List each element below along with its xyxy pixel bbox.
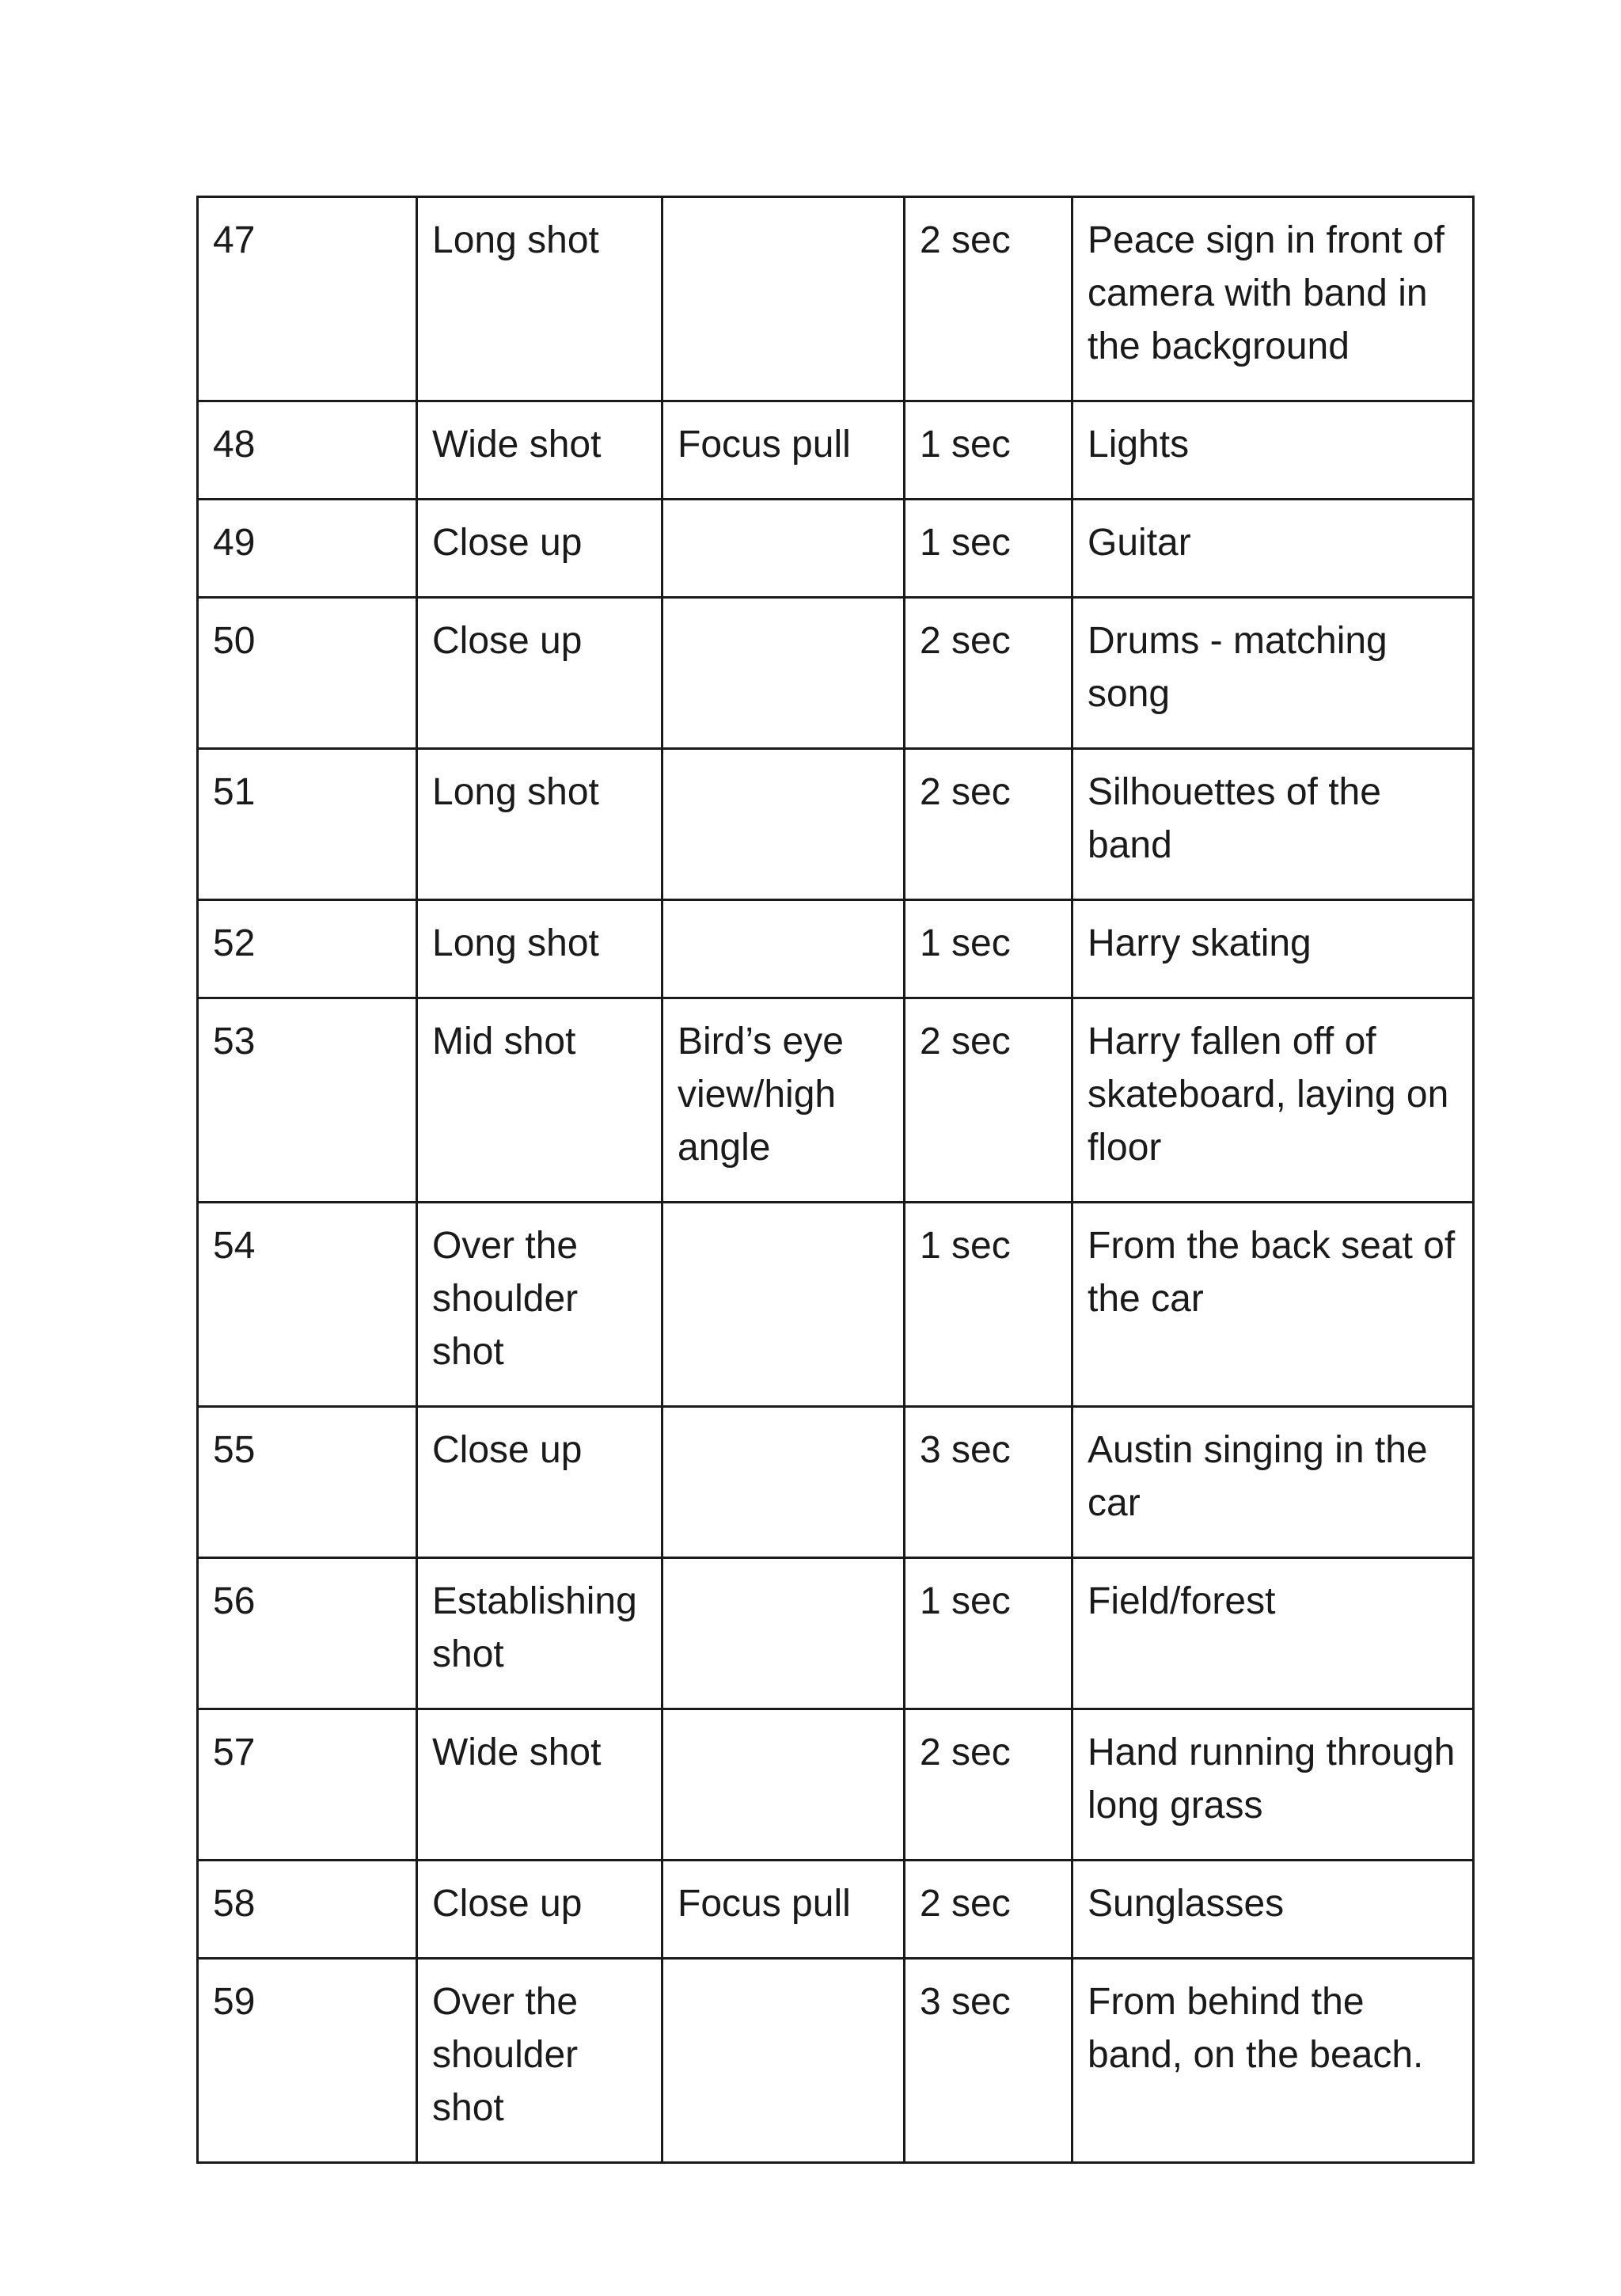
table-row [198,401,1474,500]
duration-cell: 1 sec [905,1558,1072,1709]
duration-cell: 2 sec [905,1861,1072,1959]
shot-number-cell: 50 [198,598,417,749]
shot-type-cell: Close up [417,598,662,749]
table-row [198,500,1474,598]
duration-cell: 2 sec [905,197,1072,401]
shot-type-cell: Close up [417,1407,662,1558]
description-cell: From behind the band, on the beach. [1072,1959,1474,2163]
shot-number-cell: 54 [198,1203,417,1407]
table-row [198,1203,1474,1407]
shot-type-cell: Over the shoulder shot [417,1959,662,2163]
shot-number-cell: 49 [198,500,417,598]
camera-technique-cell [662,1709,905,1861]
description-cell: Lights [1072,401,1474,500]
table-row [198,900,1474,998]
shot-type-cell: Close up [417,1861,662,1959]
camera-technique-cell [662,500,905,598]
table-row [198,1861,1474,1959]
table-row [198,598,1474,749]
table-row [198,1709,1474,1861]
shot-number-cell: 56 [198,1558,417,1709]
shot-number-cell: 58 [198,1861,417,1959]
camera-technique-cell [662,749,905,900]
shot-list-table [196,196,1475,2164]
description-cell: Harry fallen off of skateboard, laying on floor [1072,998,1474,1203]
shot-number-cell: 53 [198,998,417,1203]
shot-number-cell: 48 [198,401,417,500]
camera-technique-cell [662,598,905,749]
shot-type-cell: Long shot [417,749,662,900]
description-cell: Peace sign in front of camera with band in the background [1072,197,1474,401]
description-cell: Harry skating [1072,900,1474,998]
shot-type-cell: Wide shot [417,1709,662,1861]
camera-technique-cell: Bird’s eye view/high angle [662,998,905,1203]
description-cell: Austin singing in the car [1072,1407,1474,1558]
duration-cell: 1 sec [905,1203,1072,1407]
shot-type-cell: Mid shot [417,998,662,1203]
description-cell: Field/forest [1072,1558,1474,1709]
shot-type-cell: Over the shoulder shot [417,1203,662,1407]
shot-number-cell: 52 [198,900,417,998]
duration-cell: 2 sec [905,598,1072,749]
camera-technique-cell: Focus pull [662,401,905,500]
shot-type-cell: Long shot [417,900,662,998]
duration-cell: 3 sec [905,1959,1072,2163]
description-cell: Sunglasses [1072,1861,1474,1959]
duration-cell: 2 sec [905,749,1072,900]
description-cell: Hand running through long grass [1072,1709,1474,1861]
description-cell: Guitar [1072,500,1474,598]
duration-cell: 1 sec [905,500,1072,598]
table-row [198,1959,1474,2163]
duration-cell: 3 sec [905,1407,1072,1558]
shot-number-cell: 51 [198,749,417,900]
shot-number-cell: 55 [198,1407,417,1558]
table-row [198,998,1474,1203]
duration-cell: 2 sec [905,998,1072,1203]
camera-technique-cell [662,1407,905,1558]
table-row [198,1558,1474,1709]
description-cell: Silhouettes of the band [1072,749,1474,900]
camera-technique-cell [662,1558,905,1709]
shot-type-cell: Close up [417,500,662,598]
duration-cell: 2 sec [905,1709,1072,1861]
shot-number-cell: 59 [198,1959,417,2163]
table-row [198,197,1474,401]
camera-technique-cell [662,1959,905,2163]
shot-type-cell: Long shot [417,197,662,401]
description-cell: From the back seat of the car [1072,1203,1474,1407]
shot-list-body [198,197,1474,2163]
camera-technique-cell: Focus pull [662,1861,905,1959]
camera-technique-cell [662,1203,905,1407]
duration-cell: 1 sec [905,900,1072,998]
table-row [198,1407,1474,1558]
shot-type-cell: Establishing shot [417,1558,662,1709]
camera-technique-cell [662,900,905,998]
shot-number-cell: 57 [198,1709,417,1861]
shot-type-cell: Wide shot [417,401,662,500]
shot-number-cell: 47 [198,197,417,401]
duration-cell: 1 sec [905,401,1072,500]
table-row [198,749,1474,900]
description-cell: Drums - matching song [1072,598,1474,749]
camera-technique-cell [662,197,905,401]
